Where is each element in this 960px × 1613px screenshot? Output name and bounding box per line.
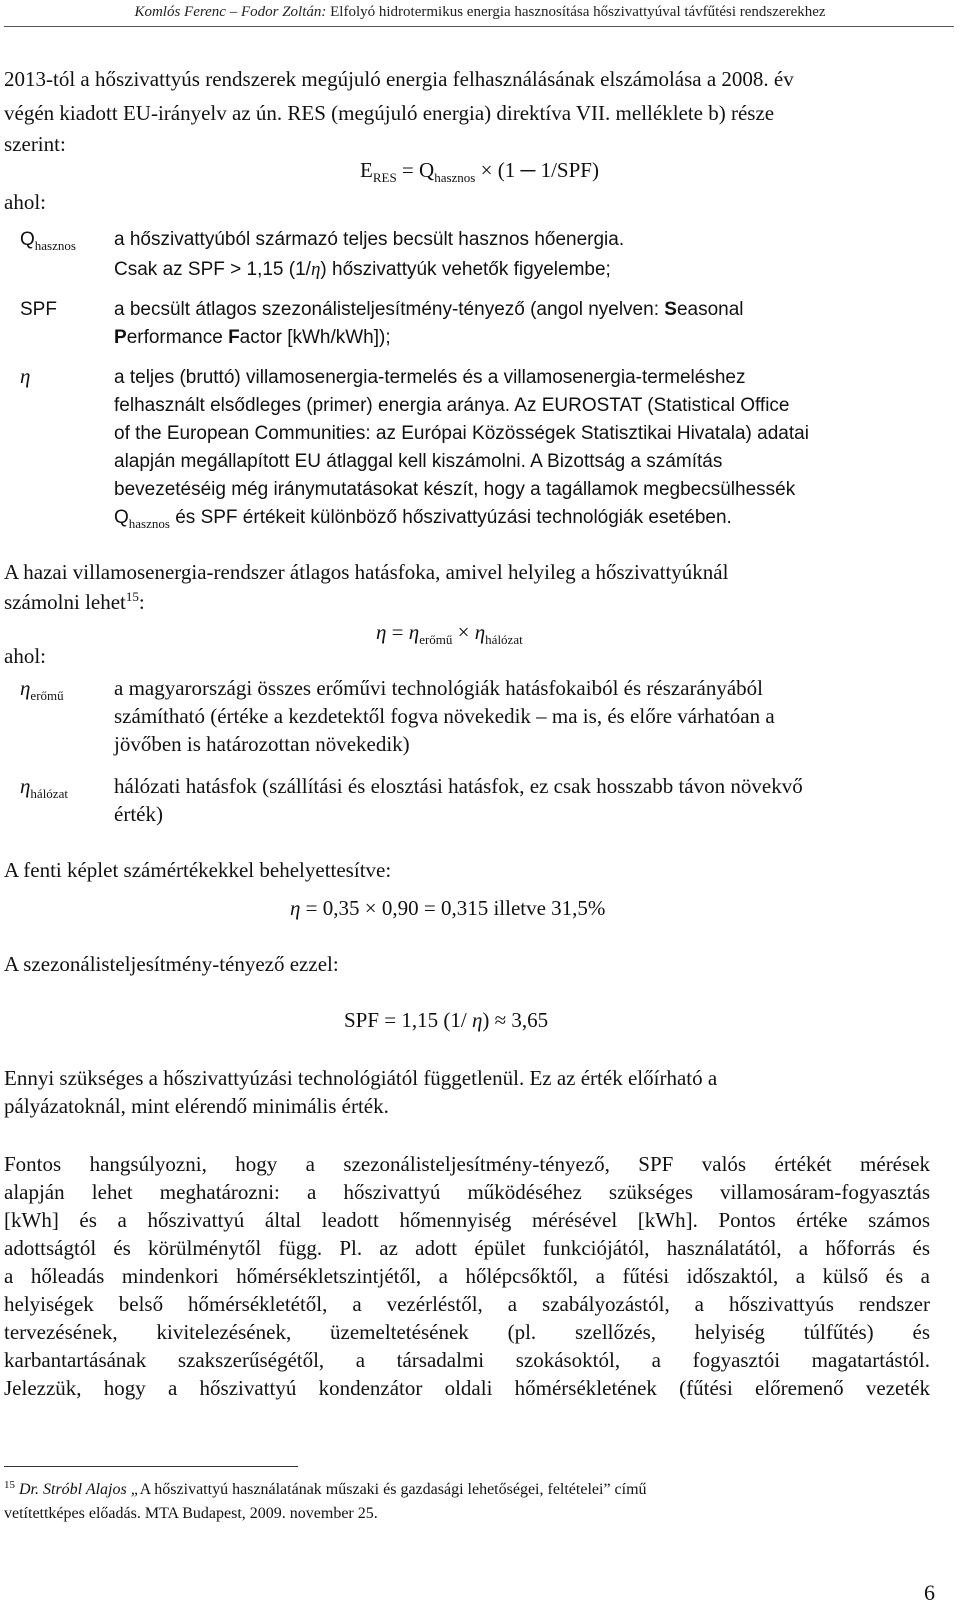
def-eta-symbol: η (20, 364, 31, 388)
def-eroemu-line-1: a magyarországi összes erőművi technológiák hatásfokaiból és részarányából (114, 676, 764, 700)
def-eta-line-3: of the European Communities: az Európai Közösségek Statisztikai Hivatala) adatai (114, 423, 809, 444)
def-eroemu-symbol: $\eta_{erőmű}$ (20, 676, 64, 703)
def-q-symbol: $Q_{hasznos}$ (20, 229, 76, 253)
formula-eres (360, 156, 599, 187)
para3: A fenti képlet számértékekkel behelyettesítve: (4, 858, 392, 882)
para6-line-3: [kWh] és a hőszivattyú által leadott hőmennyiség mérésével [kWh]. Pontos értéke számos (4, 1208, 930, 1232)
def-spf-symbol: SPF (20, 299, 57, 320)
def-eroemu-line-2: számítható (értéke a kezdetektől fogva növekedik – ma is, és előre várhatóan a (114, 704, 775, 728)
intro-line-1: 2013-tól a hőszivattyús rendszerek megújuló energia felhasználásának elszámolása a 2008. év (4, 67, 794, 91)
where-label: ahol: (4, 190, 46, 214)
footnote-author: Dr. Stróbl Alajos „ (15, 1481, 140, 1498)
footnote-number: 15 (4, 1479, 15, 1491)
def-eta-line-5: bevezetéséig még iránymutatásokat készít, hogy a tagállamok megbecsülhessék (114, 479, 796, 500)
formula-e: E (360, 158, 373, 182)
def-halozat-line-1: hálózati hatásfok (szállítási és elosztási hatásfok, ez csak hosszabb távon növekvő (114, 774, 803, 798)
formula-spf-value: SPF = 1,15 (1/ η) ≈ 3,65 (344, 1008, 549, 1032)
def-spf-line-1: a becsült átlagos szezonálisteljesítmény-tényező (angol nyelven: Seasonal (114, 299, 744, 320)
footnote-line-2: vetítettképes előadás. MTA Budapest, 2009. november 25. (4, 1505, 378, 1522)
para6-line-9: Jelezzük, hogy a hőszivattyú kondenzátor oldali hőmérsékletének (fűtési előremenő vezeték (4, 1376, 930, 1400)
def-eta-line-2: felhasznált elsődleges (primer) energia aránya. Az EUROSTAT (Statistical Office (114, 395, 790, 416)
para6-line-1: Fontos hangsúlyozni, hogy a szezonálisteljesítmény-tényező, SPF valós értékét mérések (4, 1152, 930, 1176)
para6-line-6: helyiségek belső hőmérsékletétől, a vezérléstől, a szabályozástól, a hőszivattyús rendszer (4, 1292, 930, 1316)
def-eta-line-1: a teljes (bruttó) villamosenergia-termelés és a villamosenergia-termeléshez (114, 367, 746, 388)
formula-rest: × (1 ─ 1/SPF) (475, 158, 599, 182)
formula-eta-value: η = 0,35 × 0,90 = 0,315 illetve 31,5% (290, 896, 606, 920)
para2-line-1: A hazai villamosenergia-rendszer átlagos hatásfoka, amivel helyileg a hőszivattyúknál (4, 560, 729, 584)
para2-line-2: számolni lehet$^{15}$: (4, 589, 145, 614)
formula-eq-q: = Q (396, 158, 435, 182)
seasonal-initial: S (664, 299, 677, 320)
para5-line-1: Ennyi szükséges a hőszivattyúzási technológiától függetlenül. Ez az érték előírható a (4, 1066, 718, 1090)
def-spf-line-2: Performance Factor [kWh/kWh]); (114, 327, 391, 348)
para6-line-7: tervezésének, kivitelezésének, üzemeltetésének (pl. szellőzés, helyiség túlfűtés) és (4, 1320, 930, 1344)
def-eta-line-6: $Q_{hasznos}$ és SPF értékeit különböző hőszivattyúzási technológiák esetében. (114, 507, 732, 531)
footnote-divider (4, 1466, 298, 1467)
formula-e-sub: RES (372, 170, 397, 185)
formula-q-sub: hasznos (434, 170, 476, 185)
footnote-line-1 (4, 1478, 647, 1503)
def-eta-line-4: alapján megállapított EU átlaggal kell kiszámolni. A Bizottság a számítás (114, 451, 723, 472)
para6-line-4: adottságtól és körülménytől függ. Pl. az adott épület funkciójától, használatától, a hőforrás és (4, 1236, 930, 1260)
header-authors: Komlós Ferenc – Fodor Zoltán: (134, 4, 327, 20)
para6-line-8: karbantartásának szakszerűségétől, a társadalmi szokásoktól, a fogyasztói magatartástól. (4, 1348, 930, 1372)
where-label-2: ahol: (4, 644, 46, 668)
formula-eta-product: $\eta = \eta_{erőmű} \times \eta_{hálózat}$ (376, 620, 523, 647)
footnote-title: A hőszivattyú használatának műszaki és gazdasági lehetőségei, feltételei” című (139, 1481, 647, 1498)
def-halozat-line-2: érték) (114, 802, 163, 826)
header-title: Elfolyó hidrotermikus energia hasznosítása hőszivattyúval távfűtési rendszerekhez (330, 4, 826, 20)
para6-line-2: alapján lehet meghatározni: a hőszivattyú működéséhez szükséges villamosáram-fogyasztás (4, 1180, 930, 1204)
para5-line-2: pályázatoknál, mint elérendő minimális érték. (4, 1094, 389, 1118)
intro-line-3: szerint: (4, 132, 66, 156)
para4: A szezonálisteljesítmény-tényező ezzel: (4, 952, 339, 976)
def-halozat-symbol: $\eta_{hálózat}$ (20, 774, 68, 801)
running-header (0, 4, 960, 21)
page-number: 6 (924, 1580, 935, 1605)
def-q-text: a hőszivattyúból származó teljes becsült hasznos hőenergia. (114, 229, 625, 250)
def-q-condition: Csak az SPF > 1,15 (1/η) hőszivattyúk vehetők figyelembe; (114, 259, 611, 280)
def-eroemu-line-3: jövőben is határozottan növekedik) (114, 732, 410, 756)
header-divider (4, 26, 954, 27)
para6-line-5: a hőleadás mindenkori hőmérsékletszintjétől, a hőlépcsőktől, a fűtési időszaktól, a külső és a (4, 1264, 930, 1288)
intro-line-2: végén kiadott EU-irányelv az ún. RES (megújuló energia) direktíva VII. melléklete b) része (4, 101, 775, 125)
